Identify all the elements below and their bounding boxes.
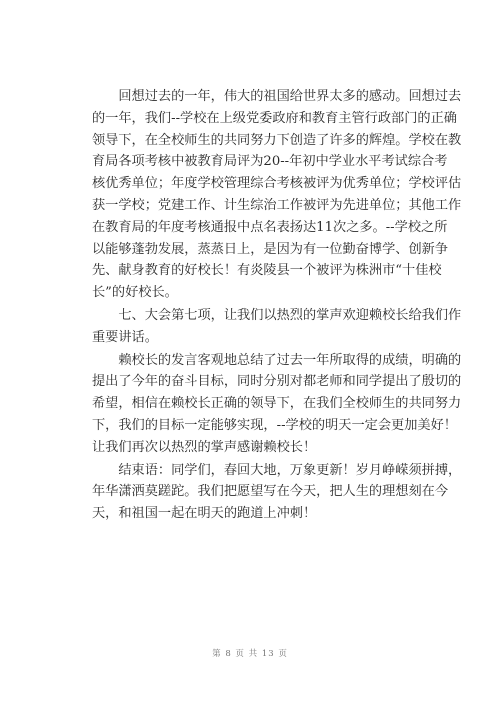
text-line: 赖校长的发言客观地总结了过去一年所取得的成绩，明确的 [92, 352, 462, 368]
text-line: 提出了今年的奋斗目标，同时分别对都老师和同学提出了殷切的 [92, 374, 462, 390]
text-line: 希望，相信在赖校长正确的领导下，在我们全校师生的共同努力 [92, 396, 462, 412]
text-line: 天，和祖国一起在明天的跑道上冲刺！ [92, 506, 317, 522]
text-line: 长”的好校长。 [92, 285, 178, 301]
text-line: 结束语：同学们，春回大地，万象更新！岁月峥嵘须拼搏， [92, 462, 462, 478]
text-line: 重要讲话。 [92, 329, 158, 345]
text-line: 领导下，在全校师生的共同努力下创造了许多的辉煌。学校在教 [92, 132, 462, 148]
text-line: 获一学校；党建工作、计生综治工作被评为先进单位；其他工作 [92, 197, 462, 213]
text-line: 下，我们的目标一定能够实现，--学校的明天一定会更加美好！ [92, 417, 457, 433]
text-line: 育局各项考核中被教育局评为20--年初中学业水平考试综合考 [92, 154, 448, 170]
text-line: 回想过去的一年，伟大的祖国给世界太多的感动。回想过去 [92, 89, 462, 104]
text-line: 年华潇洒莫蹉跎。我们把愿望写在今天，把人生的理想刻在今 [92, 484, 449, 500]
document-body [92, 86, 462, 526]
text-line: 先、献身教育的好校长！有炎陵县一个被评为株洲市“十佳校 [92, 263, 442, 279]
paragraph-principal-speech [92, 350, 462, 459]
text-line: 在教育局的年度考核通报中点名表扬达11次之多。--学校之所 [92, 219, 448, 235]
paragraph-item-seven [92, 305, 462, 349]
text-line: 让我们再次以热烈的掌声感谢赖校长！ [92, 439, 317, 455]
text-line: 核优秀单位；年度学校管理综合考核被评为优秀单位；学校评估 [92, 176, 462, 192]
text-line: 七、大会第七项，让我们以热烈的掌声欢迎赖校长给我们作 [92, 307, 462, 323]
text-line: 的一年，我们--学校在上级党委政府和教育主管行政部门的正确 [92, 110, 457, 126]
paragraph-closing [92, 460, 462, 525]
page-number-footer: 第 8 页 共 13 页 [212, 649, 288, 659]
text-line: 以能够蓬勃发展，蒸蒸日上，是因为有一位勤奋博学、创新争 [92, 241, 449, 257]
paragraph-review [92, 86, 462, 304]
